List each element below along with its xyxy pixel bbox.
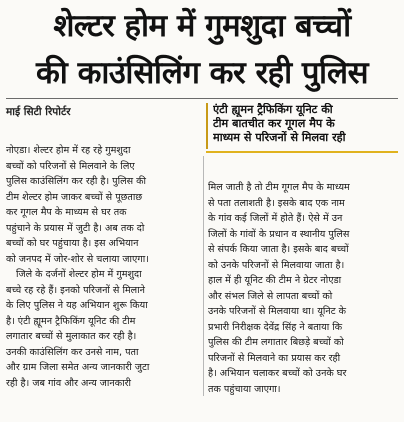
body-line: उनकी काउंसिलिंग कर उनसे नाम, पता	[6, 346, 139, 358]
body-line: बच्चे रह रहे हैं। इनको परिजनों से मिलाने	[6, 284, 145, 296]
headline-divider	[6, 98, 398, 99]
body-line: कर गूगल मैप के माध्यम से घर तक	[6, 207, 127, 218]
body-line: तक पहुंचाया जाएगा।	[208, 383, 281, 395]
subhead-line: माध्यम से परिजनों से मिलवा रही	[213, 131, 346, 144]
column-divider	[203, 156, 204, 396]
body-line: के गांव कई जिलों में होते हैं। ऐसे में उन	[208, 213, 343, 224]
body-line: परिजनों से मिलवाने का प्रयास कर रही	[208, 352, 341, 364]
body-line: नोएडा। शेल्टर होम में रह रहे गुमशुदा	[6, 145, 131, 156]
body-line: उनके परिजनों से मिलवाया था। यूनिट के	[208, 306, 346, 317]
body-line: के लिए पुलिस ने यह अभियान शुरू किया	[6, 300, 148, 311]
subheadline	[213, 103, 401, 145]
body-line: बच्चों को घर पहुंचाया है। इस अभियान	[6, 238, 139, 249]
body-line: प्रभारी निरीक्षक देवेंद्र सिंह ने बताया कि	[208, 321, 343, 333]
subhead-accent-bar	[206, 103, 208, 149]
body-line: है। एंटी ह्यूमन ट्रैफिकिंग यूनिट की टीम	[6, 315, 136, 327]
body-line: टीम शेल्टर होम जाकर बच्चों से पूछताछ	[6, 191, 143, 203]
body-line: से पता तलाशती है। इसके बाद एक नाम	[208, 197, 345, 209]
body-line: हाल में ही यूनिट की टीम ने ग्रेटर नोएडा	[208, 275, 342, 286]
subhead-line: टीम बातचीत कर गूगल मैप के	[213, 117, 335, 130]
subhead-line: एंटी ह्यूमन ट्रैफिकिंग यूनिट की	[213, 103, 333, 116]
body-line: जिलों के गांवों के प्रधान व स्थानीय पुलिस	[208, 228, 350, 240]
body-line: रही है। जब गांव और अन्य जानकारी	[6, 377, 131, 389]
body-line: पुलिस की टीम लगातार बिछड़े बच्चों को	[208, 337, 344, 348]
body-line: लगातार बच्चों से मुलाकात कर रही है।	[6, 331, 137, 342]
body-line: को जनपद में जोर-शोर से चलाया जाएगा।	[6, 253, 149, 265]
body-line: पहुंचाने के प्रयास में जुटी है। अब तक दो	[6, 222, 145, 234]
body-line: और ग्राम जिला समेत अन्य जानकारी जुटा	[6, 362, 150, 373]
body-line: मिल जाती है तो टीम गूगल मैप के माध्यम	[208, 182, 350, 193]
body-line: जिले के दर्जनों शेल्टर होम में गुमशुदा	[16, 269, 142, 280]
article-column-left	[6, 143, 199, 391]
body-line: पुलिस काउंसिलिंग कर रही है। पुलिस की	[6, 176, 146, 187]
headline-line-2: की काउंसिलिंग कर रही पुलिस	[35, 55, 369, 91]
article-column-right	[208, 180, 400, 397]
body-line: बच्चों को परिजनों से मिलवाने के लिए	[6, 160, 135, 172]
headline-line-1: शेल्टर होम में गुमशुदा बच्चों	[53, 8, 351, 44]
body-line: है। अभियान चलाकर बच्चों को उनके घर	[208, 368, 347, 379]
body-line: को उनके परिजनों से मिलवाया जाता है।	[208, 259, 345, 271]
subhead-underline	[206, 151, 398, 153]
body-line: से संपर्क किया जाता है। इसके बाद बच्चों	[208, 244, 349, 255]
body-line: और संभल जिले से लापता बच्चों को	[208, 290, 333, 302]
byline: माई सिटी रिपोर्टर	[6, 106, 71, 118]
